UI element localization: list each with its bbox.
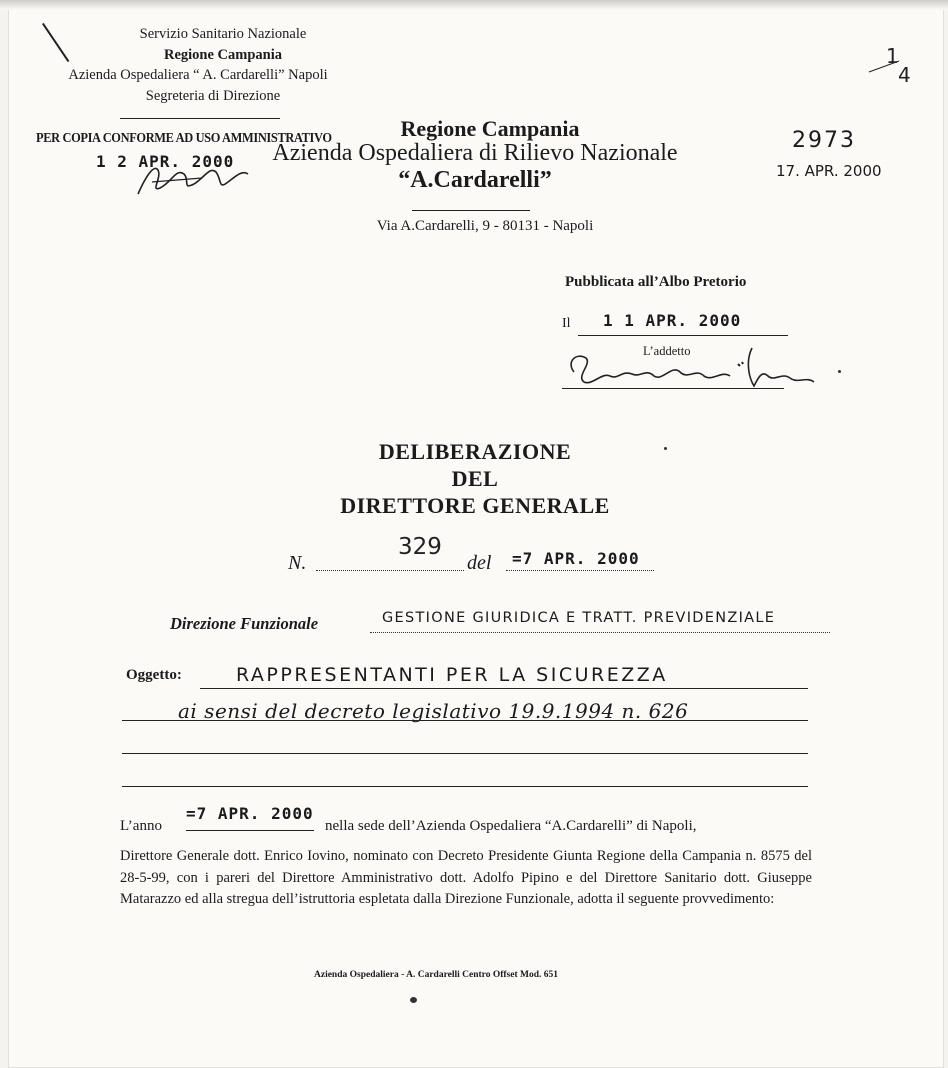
protocol-date: 17. APR. 2000 (776, 162, 882, 180)
page-fraction-top: 1 (886, 44, 899, 68)
copy-conforme-label: PER COPIA CONFORME AD USO AMMINISTRATIVO (36, 130, 332, 145)
deliberation-date: =7 APR. 2000 (512, 549, 640, 568)
deliberation-line-3: DIRETTORE GENERALE (340, 493, 610, 518)
stamp-line-4: Segreteria di Direzione (145, 87, 281, 104)
direzione-value: GESTIONE GIURIDICA E TRATT. PREVIDENZIALE (382, 610, 776, 626)
page-fraction (868, 44, 911, 87)
publication-title: Pubblicata all’Albo Pretorio (565, 274, 747, 290)
scan-edge (0, 0, 948, 10)
region-title: Regione Campania (400, 116, 580, 141)
signature-line (562, 388, 784, 389)
oggetto-line-1: RAPPRESENTANTI PER LA SICUREZZA (236, 664, 668, 686)
deliberation-number: 329 (398, 534, 442, 560)
hospital-name: “A.Cardarelli” (398, 167, 552, 193)
form-footer: Azienda Ospedaliera - A. Cardarelli Centro Offset Mod. 651 (314, 970, 558, 980)
oggetto-line-2: ai sensi del decreto legislativo 19.9.1994 n. 626 (178, 699, 689, 723)
deliberation-line-2: DEL (451, 466, 499, 491)
deliberation-title (300, 438, 650, 519)
ink-speck (838, 370, 841, 373)
body-paragraph: Direttore Generale dott. Enrico Iovino, nominato con Decreto Presidente Giunta Regione della Campania n. 8575 del 28-5-99, con i pareri del Direttore Amministrativo dott. Adolfo Pipino e del Direttore Sanitario dott. Giuseppe Matarazzo ed alla stregua dell’istruttoria espletata dalla Direzione Funzionale, adotta il seguente provvedimento: (120, 848, 812, 907)
deliberation-line-1: DELIBERAZIONE (378, 439, 572, 464)
protocol-number: 2973 (792, 128, 856, 153)
hospital-address: Via A.Cardarelli, 9 - 80131 - Napoli (376, 218, 594, 234)
stamp-line-1: Servizio Sanitario Nazionale (139, 26, 307, 42)
oggetto-rule-2 (122, 720, 808, 721)
number-label: N. (288, 552, 307, 574)
publication-date-line (578, 335, 788, 336)
addetto-label: L’addetto (643, 344, 691, 358)
header-rule (412, 210, 530, 211)
oggetto-rule-1 (200, 688, 808, 689)
copy-conforme-date: 1 2 APR. 2000 (96, 152, 235, 171)
hospital-title: Azienda Ospedaliera di Rilievo Nazionale (272, 140, 678, 166)
addetto-signature (562, 342, 822, 398)
direzione-label: Direzione Funzionale (170, 614, 319, 633)
anno-date: =7 APR. 2000 (186, 804, 314, 823)
segreteria-stamp (28, 24, 388, 106)
publication-date: 1 1 APR. 2000 (603, 311, 742, 330)
page-fraction-bottom: 4 (898, 63, 911, 87)
stamp-line-2: Regione Campania (163, 46, 283, 63)
oggetto-rule-4 (122, 786, 808, 787)
anno-date-line (186, 830, 314, 831)
ink-speck (664, 447, 667, 450)
stamp-line-3: Azienda Ospedaliera “ A. Cardarelli” Napoli (68, 67, 328, 83)
anno-rest-text: nella sede dell’Azienda Ospedaliera “A.Cardarelli” di Napoli, (325, 818, 697, 834)
oggetto-rule-3 (122, 753, 808, 754)
oggetto-label: Oggetto: (126, 667, 182, 683)
anno-label: L’anno (120, 818, 162, 834)
publication-il: Il (562, 316, 571, 331)
letterhead (230, 116, 720, 194)
ink-speck (410, 997, 417, 1003)
del-label: del (467, 552, 492, 574)
